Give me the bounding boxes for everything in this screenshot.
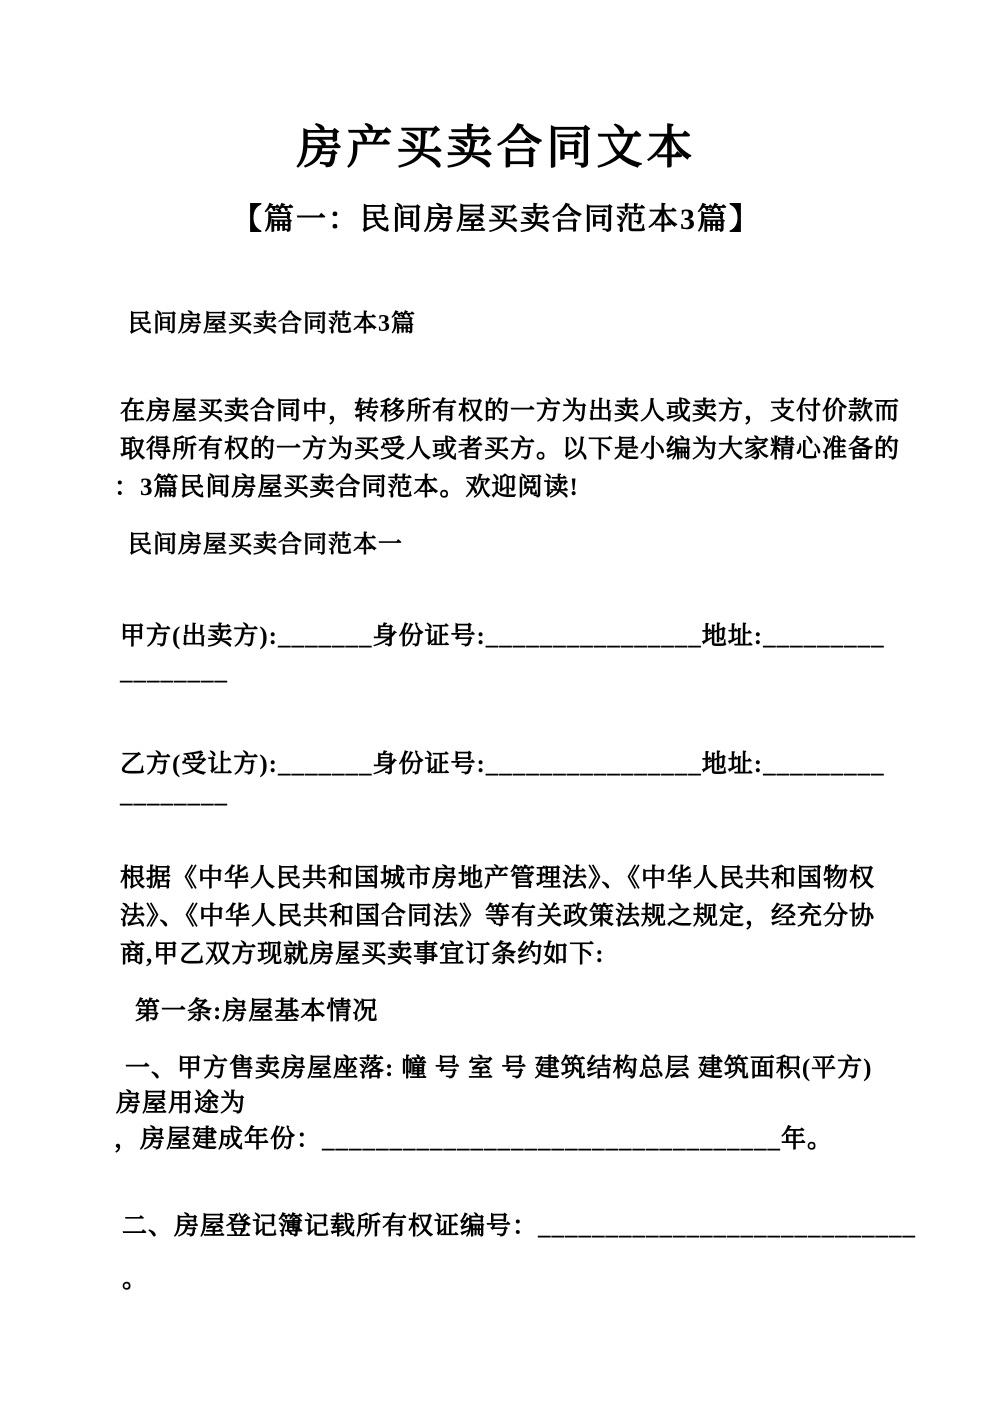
heading-sample-list: 民间房屋买卖合同范本3篇: [128, 311, 416, 337]
intro-line-1: 在房屋买卖合同中，转移所有权的一方为出卖人或卖方，支付价款而: [120, 398, 901, 425]
party-b-line-2: ________: [120, 781, 228, 808]
document-subtitle: 【篇一：民间房屋买卖合同范本3篇】: [232, 203, 761, 236]
intro-line-2: 取得所有权的一方为买受人或者买方。以下是小编为大家精心准备的: [120, 436, 901, 463]
clause-one-line-1: 一、甲方售卖房屋座落: 幢 号 室 号 建筑结构总层 建筑面积(平方): [125, 1055, 873, 1082]
clause-two-line-2: 。: [122, 1266, 149, 1293]
heading-sample-one: 民间房屋买卖合同范本一: [128, 532, 403, 558]
legal-basis-line-1: 根据《中华人民共和国城市房地产管理法》、《中华人民共和国物权: [120, 865, 876, 892]
clause-one-line-3: ，房屋建成年份：__________________________________年。: [114, 1126, 834, 1153]
clause-two-line-1: 二、房屋登记簿记载所有权证编号：____________________________: [122, 1213, 917, 1240]
party-b-line-1: 乙方(受让方):_______身份证号:________________地址:_________: [120, 751, 885, 778]
legal-basis-line-2: 法》、《中华人民共和国合同法》等有关政策法规之规定，经充分协: [120, 903, 876, 930]
clause-one-line-2: 房屋用途为: [116, 1090, 247, 1117]
article-one-title: 第一条:房屋基本情况: [135, 998, 379, 1025]
document-title: 房产买卖合同文本: [296, 122, 697, 173]
party-a-line-1: 甲方(出卖方):_______身份证号:________________地址:_________: [120, 623, 885, 650]
intro-line-3: ：3篇民间房屋买卖合同范本。欢迎阅读!: [114, 474, 579, 501]
party-a-line-2: ________: [120, 658, 228, 685]
legal-basis-line-3: 商,甲乙双方现就房屋买卖事宜订条约如下:: [120, 941, 605, 968]
